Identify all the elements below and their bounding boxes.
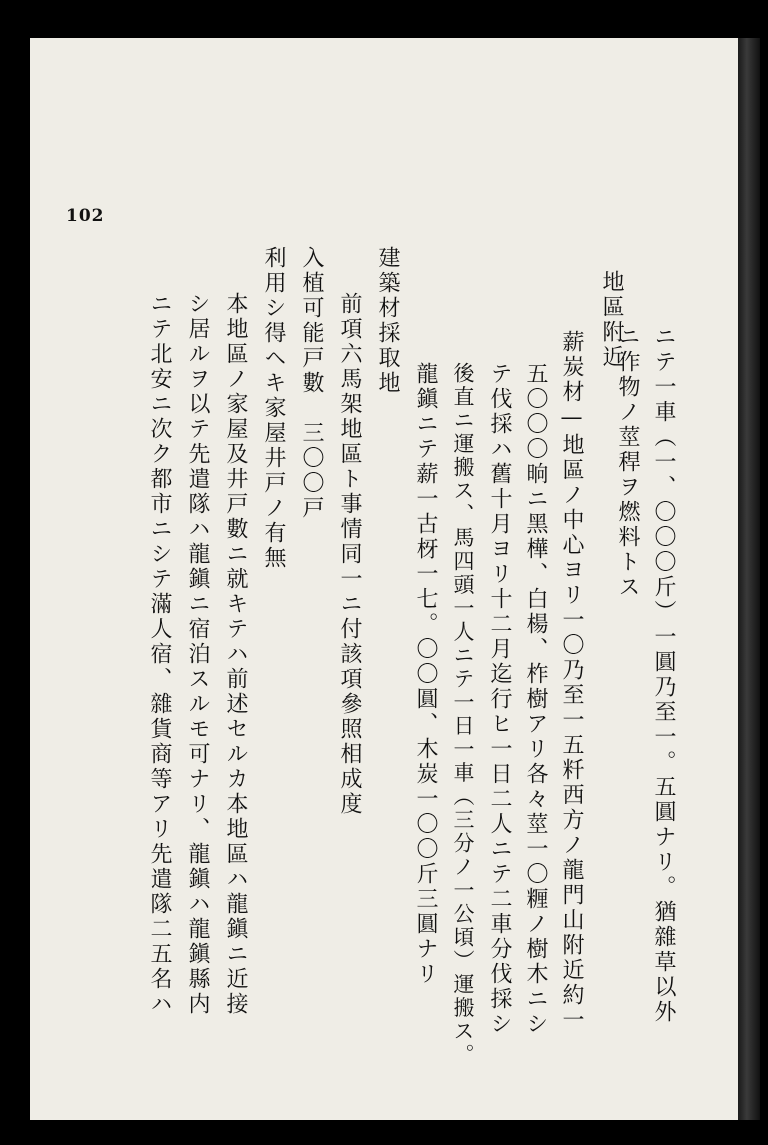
text-column: ニテ一車（一、〇〇〇斤）一圓乃至一。五圓ナリ。猶雜草以外 [651, 325, 676, 1025]
text-column: ニテ北安ニ次ク都市ニシテ滿人宿、雜貨商等アリ先遣隊二五名ハ [147, 292, 172, 1017]
text-column: 本地區ノ家屋及井戸數ニ就キテハ前述セルカ本地區ハ龍鎭ニ近接 [223, 292, 248, 1017]
text-column: 前項六馬架地區ト事情同一ニ付該項參照相成度 [337, 292, 362, 817]
text-column: 後直ニ運搬ス、馬四頭一人ニテ一日一車（三分ノ一公頃）運搬ス。 [451, 362, 475, 1067]
section-heading: 利用シ得ヘキ家屋井戸ノ有無 [261, 246, 286, 571]
page-number: 102 [66, 206, 105, 226]
section-heading: 建築材採取地 [375, 246, 400, 396]
text-column: テ伐採ハ舊十月ヨリ十二月迄行ヒ一日二人ニテ二車分伐採シ [487, 362, 512, 1037]
text-column: 五〇〇〇晌ニ黑樺、白楊、柞樹アリ各々莖一〇糎ノ樹木ニシ [523, 362, 548, 1037]
book-spine [738, 38, 760, 1120]
section-heading: 入植可能戸數 三〇〇戸 [299, 246, 324, 521]
text-column: シ居ルヲ以テ先遣隊ハ龍鎭ニ宿泊スルモ可ナリ、龍鎭ハ龍鎭縣内 [185, 292, 210, 1017]
text-column: 龍鎭ニテ薪一古枒一七。〇〇圓、木炭一〇〇斤三圓ナリ [413, 362, 438, 987]
section-heading: 地區附近 [599, 270, 624, 370]
text-column: ニ作物ノ莖稈ヲ燃料トス [615, 325, 640, 600]
text-column: 薪炭材—地區ノ中心ヨリ一〇乃至一五粁西方ノ龍門山附近約一 [559, 330, 584, 1033]
